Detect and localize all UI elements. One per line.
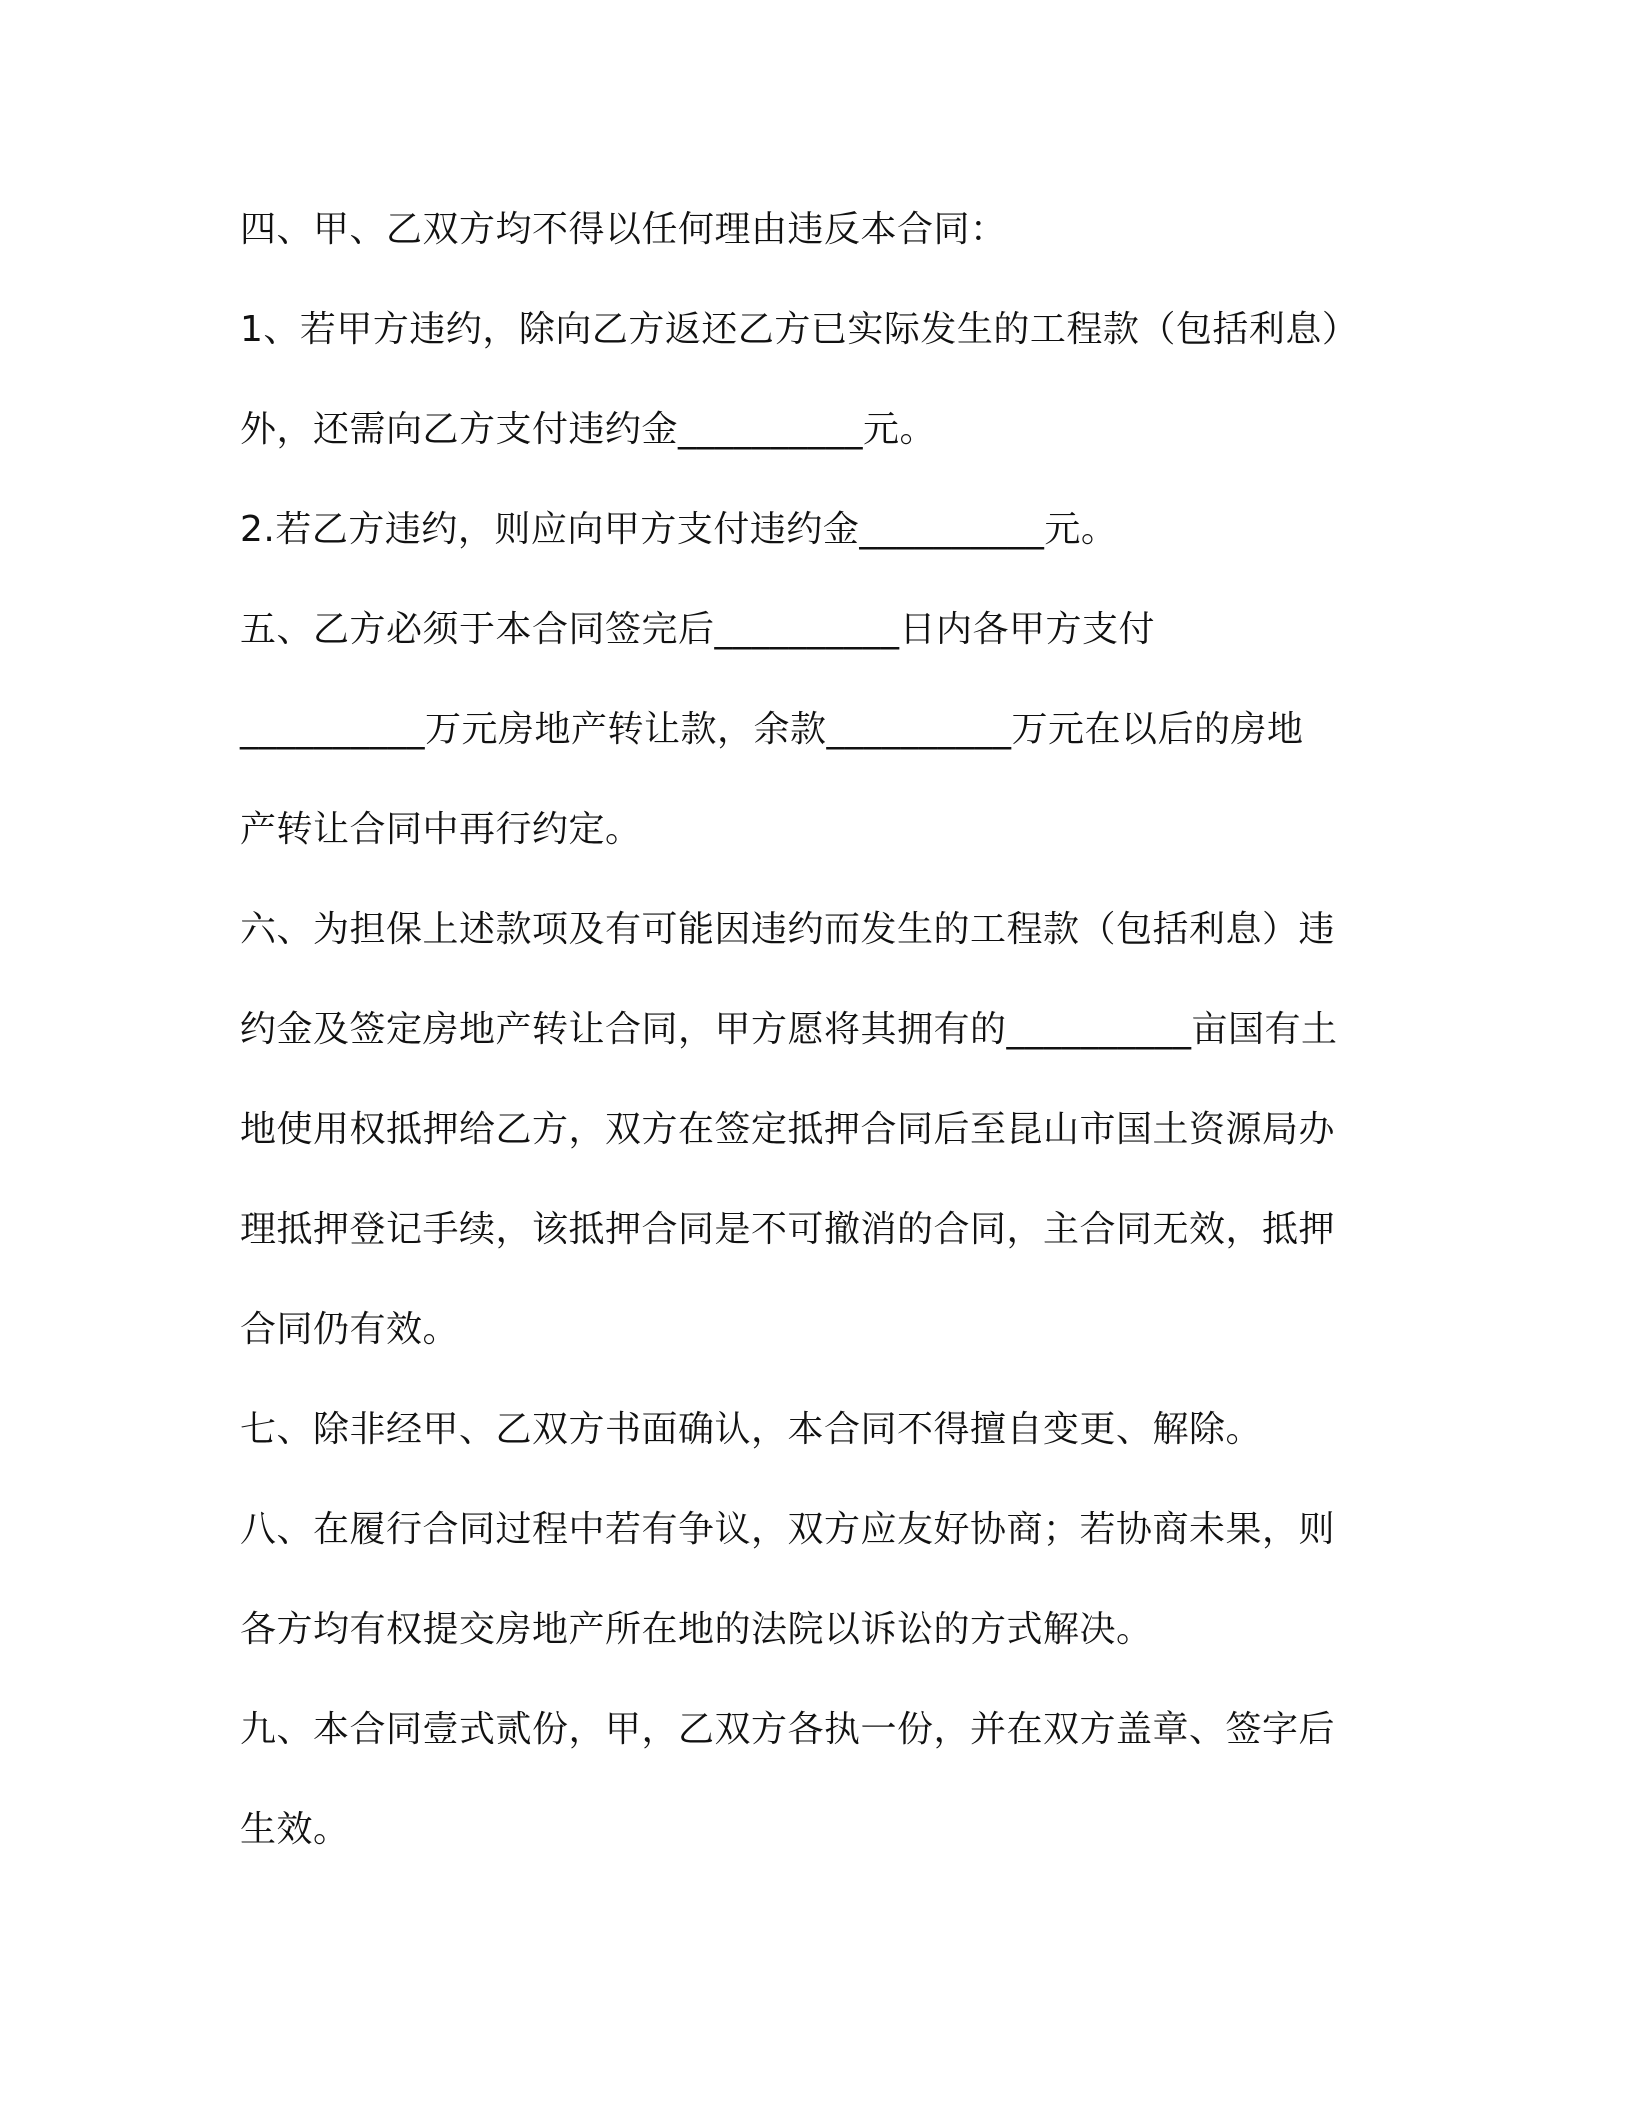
clause-6-line-3: 地使用权抵押给乙方，双方在签定抵押合同后至昆山市国土资源局办 — [240, 1109, 1336, 1150]
clause-6-line-5: 合同仍有效。 — [240, 1309, 460, 1350]
clause-4-2: 2.若乙方违约，则应向甲方支付违约金__________元。 — [240, 509, 1118, 550]
contract-text — [240, 180, 1420, 1880]
clause-4-heading: 四、甲、乙双方均不得以任何理由违反本合同： — [240, 209, 1007, 250]
clause-6-line-2: 约金及签定房地产转让合同，甲方愿将其拥有的__________亩国有土 — [240, 1009, 1338, 1050]
clause-5-line-2: __________万元房地产转让款，余款__________万元在以后的房地 — [240, 709, 1304, 750]
clause-7: 七、除非经甲、乙双方书面确认，本合同不得擅自变更、解除。 — [240, 1409, 1263, 1450]
clause-9-line-2: 生效。 — [240, 1809, 350, 1850]
clause-5-line-1: 五、乙方必须于本合同签完后__________日内各甲方支付 — [240, 609, 1156, 650]
clause-6-line-1: 六、为担保上述款项及有可能因违约而发生的工程款（包括利息）违 — [240, 909, 1336, 950]
clause-6-line-4: 理抵押登记手续，该抵押合同是不可撤消的合同，主合同无效，抵押 — [240, 1209, 1336, 1250]
clause-8-line-1: 八、在履行合同过程中若有争议，双方应友好协商；若协商未果，则 — [240, 1509, 1336, 1550]
clause-9-line-1: 九、本合同壹式贰份，甲，乙双方各执一份，并在双方盖章、签字后 — [240, 1709, 1336, 1750]
clause-8-line-2: 各方均有权提交房地产所在地的法院以诉讼的方式解决。 — [240, 1609, 1153, 1650]
clause-4-1-line-1: 1、若甲方违约，除向乙方返还乙方已实际发生的工程款（包括利息） — [240, 309, 1359, 350]
clause-4-1-line-2: 外，还需向乙方支付违约金__________元。 — [240, 409, 937, 450]
clause-5-line-3: 产转让合同中再行约定。 — [240, 809, 642, 850]
